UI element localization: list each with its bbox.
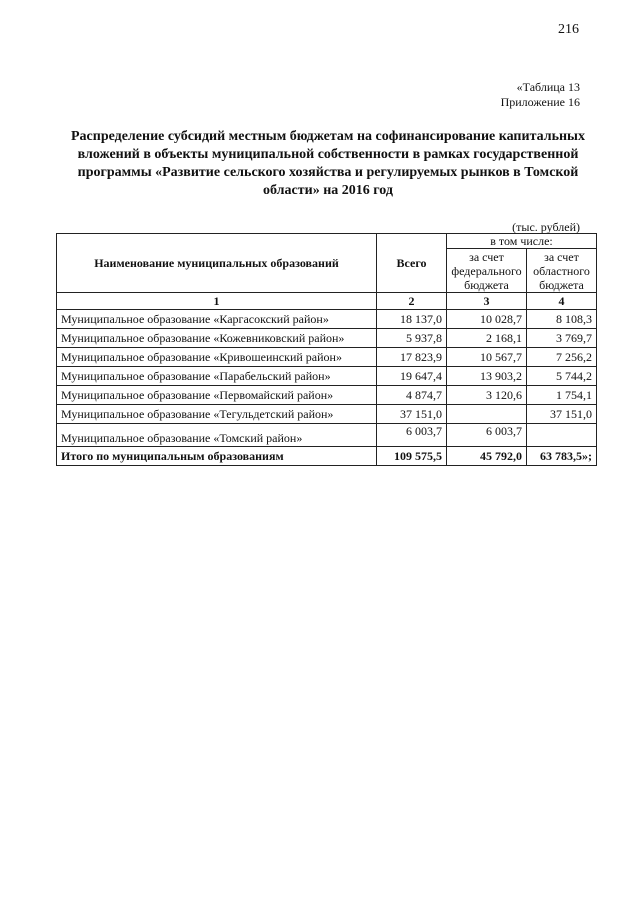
total-value: 18 137,0	[377, 310, 447, 329]
table-row	[57, 310, 597, 329]
header-total: Всего	[377, 234, 447, 293]
total-row	[57, 447, 597, 466]
column-number: 1	[57, 293, 377, 310]
regional-value: 37 151,0	[527, 405, 597, 424]
header-federal: за счет федерального бюджета	[447, 249, 527, 293]
total-value: 5 937,8	[377, 329, 447, 348]
table-row	[57, 386, 597, 405]
units-label: (тыс. рублей)	[512, 220, 580, 234]
municipality-name: Муниципальное образование «Томский район»	[57, 424, 377, 447]
total-value: 37 151,0	[377, 405, 447, 424]
municipality-name: Муниципальное образование «Тегульдетский район»	[57, 405, 377, 424]
appendix-label: Приложение 16	[500, 95, 580, 109]
regional-total-value: 63 783,5»;	[527, 447, 597, 466]
column-number: 4	[527, 293, 597, 310]
total-value: 4 874,7	[377, 386, 447, 405]
header-name: Наименование муниципальных образований	[57, 234, 377, 293]
table-row	[57, 367, 597, 386]
header-including: в том числе:	[447, 234, 597, 249]
page-number: 216	[558, 22, 579, 37]
column-number: 2	[377, 293, 447, 310]
federal-value: 13 903,2	[447, 367, 527, 386]
federal-value: 3 120,6	[447, 386, 527, 405]
regional-value: 8 108,3	[527, 310, 597, 329]
federal-value: 2 168,1	[447, 329, 527, 348]
federal-value: 10 567,7	[447, 348, 527, 367]
federal-value	[447, 405, 527, 424]
table-row	[57, 348, 597, 367]
regional-value: 1 754,1	[527, 386, 597, 405]
subsidy-table	[56, 233, 597, 466]
municipality-name: Муниципальное образование «Первомайский район»	[57, 386, 377, 405]
table-row	[57, 329, 597, 348]
total-value: 6 003,7	[377, 424, 447, 447]
total-value: 17 823,9	[377, 348, 447, 367]
table-row	[57, 424, 597, 447]
grand-total-value: 109 575,5	[377, 447, 447, 466]
regional-value	[527, 424, 597, 447]
federal-total-value: 45 792,0	[447, 447, 527, 466]
federal-value: 10 028,7	[447, 310, 527, 329]
regional-value: 3 769,7	[527, 329, 597, 348]
municipality-name: Муниципальное образование «Парабельский район»	[57, 367, 377, 386]
federal-value: 6 003,7	[447, 424, 527, 447]
total-value: 19 647,4	[377, 367, 447, 386]
table-label: «Таблица 13	[516, 80, 580, 94]
table-reference	[0, 80, 580, 110]
total-label: Итого по муниципальным образованиям	[57, 447, 377, 466]
table-row	[57, 405, 597, 424]
municipality-name: Муниципальное образование «Кожевниковский район»	[57, 329, 377, 348]
column-number: 3	[447, 293, 527, 310]
document-title: Распределение субсидий местным бюджетам на софинансирование капитальных вложений в объекты муниципальной собственности в рамках государственной программы «Развитие сельского хозяйства и регулируемых рынков в Томской области» на 2016 год	[70, 129, 585, 198]
header-regional: за счет областного бюджета	[527, 249, 597, 293]
municipality-name: Муниципальное образование «Каргасокский район»	[57, 310, 377, 329]
regional-value: 7 256,2	[527, 348, 597, 367]
regional-value: 5 744,2	[527, 367, 597, 386]
municipality-name: Муниципальное образование «Кривошеинский район»	[57, 348, 377, 367]
